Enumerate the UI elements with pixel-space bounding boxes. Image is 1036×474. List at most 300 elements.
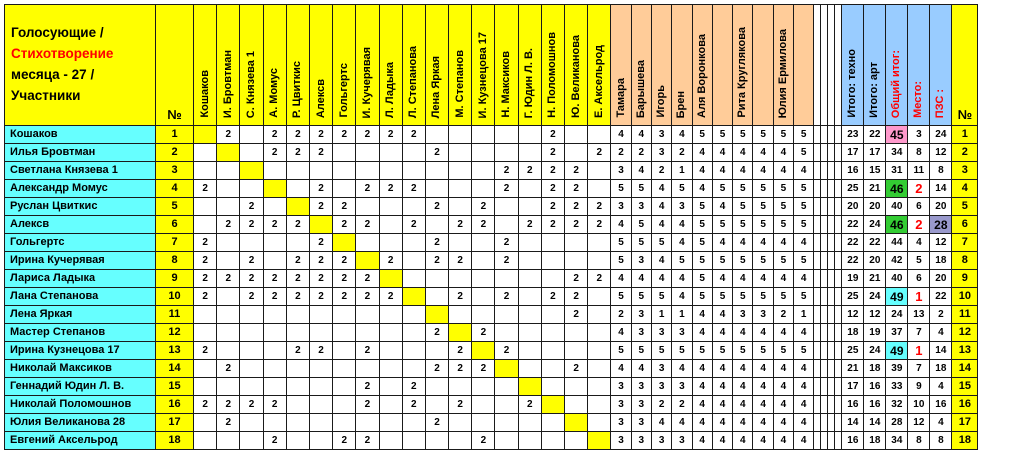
row-number-cell[interactable]: 11: [156, 306, 194, 324]
jury-score-cell[interactable]: 3: [631, 324, 651, 342]
vote-cell[interactable]: 2: [495, 162, 518, 180]
jury-score-cell[interactable]: 5: [753, 180, 773, 198]
vote-cell[interactable]: 2: [286, 216, 309, 234]
vote-cell[interactable]: 2: [217, 216, 240, 234]
vote-cell[interactable]: [356, 162, 379, 180]
jury-score-cell[interactable]: 3: [631, 306, 651, 324]
row-number-right-cell[interactable]: 16: [952, 396, 978, 414]
empty-cell[interactable]: [835, 414, 842, 432]
col-header-participant-14[interactable]: [495, 5, 518, 126]
place-cell[interactable]: 6: [908, 198, 930, 216]
vote-cell[interactable]: [588, 396, 611, 414]
jury-score-cell[interactable]: 4: [794, 324, 814, 342]
art-total-cell[interactable]: 15: [864, 162, 886, 180]
vote-cell[interactable]: 2: [217, 396, 240, 414]
jury-score-cell[interactable]: 4: [692, 144, 712, 162]
overall-total-cell[interactable]: 46: [886, 216, 908, 234]
vote-cell[interactable]: [240, 432, 263, 450]
vote-cell[interactable]: [402, 432, 425, 450]
vote-cell[interactable]: 2: [402, 216, 425, 234]
vote-cell[interactable]: [472, 144, 495, 162]
vote-cell[interactable]: 2: [217, 270, 240, 288]
vote-cell[interactable]: [495, 306, 518, 324]
vote-cell[interactable]: 2: [356, 270, 379, 288]
jury-score-cell[interactable]: 3: [611, 396, 631, 414]
vote-cell[interactable]: [309, 378, 332, 396]
techno-total-cell[interactable]: 22: [842, 234, 864, 252]
vote-cell[interactable]: [495, 378, 518, 396]
vote-cell[interactable]: [449, 378, 472, 396]
empty-cell[interactable]: [835, 360, 842, 378]
techno-total-cell[interactable]: 20: [842, 198, 864, 216]
row-number-cell[interactable]: 8: [156, 252, 194, 270]
participant-name-cell[interactable]: Ирина Кучерявая: [5, 252, 156, 270]
empty-cell[interactable]: [814, 396, 821, 414]
vote-cell[interactable]: 2: [425, 324, 448, 342]
vote-cell[interactable]: 2: [379, 288, 402, 306]
jury-score-cell[interactable]: 4: [733, 270, 753, 288]
empty-cell[interactable]: [828, 378, 835, 396]
jury-score-cell[interactable]: 4: [753, 360, 773, 378]
vote-cell[interactable]: [194, 432, 217, 450]
vote-cell[interactable]: [379, 414, 402, 432]
jury-score-cell[interactable]: 4: [651, 414, 671, 432]
vote-cell[interactable]: 2: [495, 252, 518, 270]
vote-cell[interactable]: [333, 360, 356, 378]
jury-score-cell[interactable]: 5: [672, 252, 692, 270]
jury-score-cell[interactable]: 4: [794, 378, 814, 396]
vote-cell[interactable]: 2: [565, 360, 588, 378]
vote-cell[interactable]: [402, 270, 425, 288]
empty-cell[interactable]: [821, 270, 828, 288]
vote-cell[interactable]: [518, 234, 541, 252]
vote-cell[interactable]: [541, 342, 564, 360]
vote-cell[interactable]: [402, 288, 425, 306]
vote-cell[interactable]: [309, 360, 332, 378]
jury-score-cell[interactable]: 5: [611, 342, 631, 360]
col-header-empty-2[interactable]: [821, 5, 828, 126]
empty-cell[interactable]: [828, 198, 835, 216]
col-header-participant-6[interactable]: [309, 5, 332, 126]
jury-score-cell[interactable]: 5: [794, 216, 814, 234]
vote-cell[interactable]: 2: [263, 216, 286, 234]
empty-cell[interactable]: [828, 252, 835, 270]
art-total-cell[interactable]: 22: [864, 126, 886, 144]
jury-score-cell[interactable]: 5: [631, 342, 651, 360]
jury-score-cell[interactable]: 5: [631, 288, 651, 306]
jury-score-cell[interactable]: 4: [773, 396, 793, 414]
participant-name-cell[interactable]: Евгений Аксельрод: [5, 432, 156, 450]
overall-total-cell[interactable]: 45: [886, 126, 908, 144]
vote-cell[interactable]: [425, 432, 448, 450]
vote-cell[interactable]: [518, 288, 541, 306]
vote-cell[interactable]: [518, 180, 541, 198]
jury-score-cell[interactable]: 5: [692, 270, 712, 288]
col-header-jury-8[interactable]: [753, 5, 773, 126]
vote-cell[interactable]: [217, 144, 240, 162]
jury-score-cell[interactable]: 5: [672, 180, 692, 198]
col-header-jury-1[interactable]: [611, 5, 631, 126]
vote-cell[interactable]: [495, 324, 518, 342]
vote-cell[interactable]: 2: [402, 396, 425, 414]
jury-score-cell[interactable]: 3: [631, 378, 651, 396]
vote-cell[interactable]: [425, 180, 448, 198]
participant-name-cell[interactable]: Светлана Князева 1: [5, 162, 156, 180]
vote-cell[interactable]: 2: [565, 306, 588, 324]
vote-cell[interactable]: 2: [495, 234, 518, 252]
jury-score-cell[interactable]: 5: [672, 342, 692, 360]
vote-cell[interactable]: [263, 198, 286, 216]
vote-cell[interactable]: [240, 360, 263, 378]
jury-score-cell[interactable]: 2: [651, 162, 671, 180]
vote-cell[interactable]: 2: [356, 396, 379, 414]
col-header-place[interactable]: [908, 5, 930, 126]
vote-cell[interactable]: [495, 396, 518, 414]
jury-score-cell[interactable]: 3: [611, 432, 631, 450]
jury-score-cell[interactable]: 5: [692, 342, 712, 360]
jury-score-cell[interactable]: 4: [753, 378, 773, 396]
place-cell[interactable]: 6: [908, 270, 930, 288]
vote-cell[interactable]: [495, 432, 518, 450]
jury-score-cell[interactable]: 4: [773, 414, 793, 432]
jury-score-cell[interactable]: 4: [753, 270, 773, 288]
vote-cell[interactable]: [194, 126, 217, 144]
vote-cell[interactable]: 2: [286, 342, 309, 360]
jury-score-cell[interactable]: 4: [631, 270, 651, 288]
jury-score-cell[interactable]: 5: [794, 252, 814, 270]
vote-cell[interactable]: 2: [402, 378, 425, 396]
col-header-participant-17[interactable]: [565, 5, 588, 126]
place-cell[interactable]: 7: [908, 324, 930, 342]
jury-score-cell[interactable]: 5: [753, 198, 773, 216]
techno-total-cell[interactable]: 18: [842, 324, 864, 342]
vote-cell[interactable]: 2: [449, 216, 472, 234]
vote-cell[interactable]: [263, 162, 286, 180]
vote-cell[interactable]: [565, 378, 588, 396]
jury-score-cell[interactable]: 4: [712, 234, 732, 252]
jury-score-cell[interactable]: 5: [733, 126, 753, 144]
jury-score-cell[interactable]: 5: [712, 252, 732, 270]
row-number-right-cell[interactable]: 6: [952, 216, 978, 234]
empty-cell[interactable]: [835, 432, 842, 450]
vote-cell[interactable]: [379, 432, 402, 450]
jury-score-cell[interactable]: 5: [651, 342, 671, 360]
jury-score-cell[interactable]: 2: [631, 144, 651, 162]
vote-cell[interactable]: [333, 378, 356, 396]
jury-score-cell[interactable]: 4: [733, 324, 753, 342]
col-header-participant-16[interactable]: [541, 5, 564, 126]
vote-cell[interactable]: [379, 378, 402, 396]
col-header-participant-5[interactable]: [286, 5, 309, 126]
vote-cell[interactable]: 2: [449, 252, 472, 270]
vote-cell[interactable]: [240, 306, 263, 324]
place-cell[interactable]: 1: [908, 342, 930, 360]
empty-cell[interactable]: [828, 162, 835, 180]
jury-score-cell[interactable]: 4: [794, 432, 814, 450]
row-number-right-cell[interactable]: 9: [952, 270, 978, 288]
vote-cell[interactable]: 2: [263, 396, 286, 414]
empty-cell[interactable]: [814, 342, 821, 360]
place-cell[interactable]: 8: [908, 432, 930, 450]
vote-cell[interactable]: 2: [194, 396, 217, 414]
vote-cell[interactable]: 2: [309, 144, 332, 162]
jury-score-cell[interactable]: 3: [651, 324, 671, 342]
art-total-cell[interactable]: 16: [864, 396, 886, 414]
vote-cell[interactable]: 2: [379, 180, 402, 198]
vote-cell[interactable]: [379, 342, 402, 360]
jury-score-cell[interactable]: 4: [753, 144, 773, 162]
vote-cell[interactable]: [286, 378, 309, 396]
empty-cell[interactable]: [821, 126, 828, 144]
vote-cell[interactable]: 2: [425, 252, 448, 270]
place-cell[interactable]: 5: [908, 252, 930, 270]
vote-cell[interactable]: [379, 198, 402, 216]
vote-cell[interactable]: [541, 234, 564, 252]
empty-cell[interactable]: [835, 324, 842, 342]
jury-score-cell[interactable]: 4: [672, 126, 692, 144]
row-number-cell[interactable]: 2: [156, 144, 194, 162]
col-header-empty-1[interactable]: [814, 5, 821, 126]
jury-score-cell[interactable]: 4: [692, 414, 712, 432]
jury-score-cell[interactable]: 5: [712, 342, 732, 360]
vote-cell[interactable]: 2: [356, 288, 379, 306]
jury-score-cell[interactable]: 4: [692, 378, 712, 396]
jury-score-cell[interactable]: 5: [794, 198, 814, 216]
art-total-cell[interactable]: 24: [864, 342, 886, 360]
overall-total-cell[interactable]: 46: [886, 180, 908, 198]
vote-cell[interactable]: [495, 126, 518, 144]
vote-cell[interactable]: 2: [588, 270, 611, 288]
vote-cell[interactable]: [449, 234, 472, 252]
vote-cell[interactable]: [356, 324, 379, 342]
vote-cell[interactable]: [449, 144, 472, 162]
vote-cell[interactable]: [263, 324, 286, 342]
art-total-cell[interactable]: 24: [864, 288, 886, 306]
vote-cell[interactable]: [565, 324, 588, 342]
empty-cell[interactable]: [828, 288, 835, 306]
row-number-cell[interactable]: 3: [156, 162, 194, 180]
vote-cell[interactable]: [541, 324, 564, 342]
participant-name-cell[interactable]: Мастер Степанов: [5, 324, 156, 342]
jury-score-cell[interactable]: 5: [753, 126, 773, 144]
col-header-jury-7[interactable]: [733, 5, 753, 126]
vote-cell[interactable]: [379, 306, 402, 324]
jury-score-cell[interactable]: 3: [651, 144, 671, 162]
vote-cell[interactable]: 2: [495, 180, 518, 198]
pzs-cell[interactable]: 14: [930, 342, 952, 360]
vote-cell[interactable]: [286, 432, 309, 450]
techno-total-cell[interactable]: 25: [842, 288, 864, 306]
col-header-jury-9[interactable]: [773, 5, 793, 126]
empty-cell[interactable]: [828, 216, 835, 234]
empty-cell[interactable]: [828, 306, 835, 324]
vote-cell[interactable]: [449, 180, 472, 198]
vote-cell[interactable]: [588, 342, 611, 360]
place-cell[interactable]: 2: [908, 180, 930, 198]
jury-score-cell[interactable]: 4: [611, 324, 631, 342]
jury-score-cell[interactable]: 4: [692, 432, 712, 450]
vote-cell[interactable]: [449, 126, 472, 144]
vote-cell[interactable]: [518, 252, 541, 270]
jury-score-cell[interactable]: 4: [712, 162, 732, 180]
jury-score-cell[interactable]: 1: [672, 306, 692, 324]
vote-cell[interactable]: 2: [333, 288, 356, 306]
empty-cell[interactable]: [814, 360, 821, 378]
empty-cell[interactable]: [828, 360, 835, 378]
jury-score-cell[interactable]: 3: [611, 378, 631, 396]
vote-cell[interactable]: [588, 252, 611, 270]
vote-cell[interactable]: 2: [541, 162, 564, 180]
vote-cell[interactable]: [356, 144, 379, 162]
col-header-participant-8[interactable]: [356, 5, 379, 126]
jury-score-cell[interactable]: 5: [631, 180, 651, 198]
vote-cell[interactable]: 2: [333, 216, 356, 234]
jury-score-cell[interactable]: 5: [733, 216, 753, 234]
vote-cell[interactable]: [472, 396, 495, 414]
empty-cell[interactable]: [828, 180, 835, 198]
vote-cell[interactable]: 2: [425, 198, 448, 216]
jury-score-cell[interactable]: 5: [753, 216, 773, 234]
vote-cell[interactable]: [495, 216, 518, 234]
row-number-right-cell[interactable]: 2: [952, 144, 978, 162]
vote-cell[interactable]: [588, 360, 611, 378]
vote-cell[interactable]: 2: [565, 288, 588, 306]
jury-score-cell[interactable]: 5: [794, 144, 814, 162]
jury-score-cell[interactable]: 5: [712, 216, 732, 234]
place-cell[interactable]: 9: [908, 378, 930, 396]
vote-cell[interactable]: [518, 306, 541, 324]
jury-score-cell[interactable]: 4: [692, 180, 712, 198]
place-cell[interactable]: 13: [908, 306, 930, 324]
jury-score-cell[interactable]: 4: [773, 234, 793, 252]
vote-cell[interactable]: 2: [356, 126, 379, 144]
vote-cell[interactable]: 2: [309, 198, 332, 216]
vote-cell[interactable]: [518, 324, 541, 342]
jury-score-cell[interactable]: 5: [733, 288, 753, 306]
pzs-cell[interactable]: 24: [930, 126, 952, 144]
col-header-participant-2[interactable]: [217, 5, 240, 126]
row-number-right-cell[interactable]: 7: [952, 234, 978, 252]
vote-cell[interactable]: [263, 234, 286, 252]
overall-total-cell[interactable]: 39: [886, 360, 908, 378]
vote-cell[interactable]: [286, 324, 309, 342]
empty-cell[interactable]: [828, 270, 835, 288]
vote-cell[interactable]: [402, 162, 425, 180]
row-number-right-cell[interactable]: 17: [952, 414, 978, 432]
vote-cell[interactable]: 2: [194, 342, 217, 360]
vote-cell[interactable]: [286, 360, 309, 378]
overall-total-cell[interactable]: 34: [886, 144, 908, 162]
techno-total-cell[interactable]: 22: [842, 216, 864, 234]
jury-score-cell[interactable]: 3: [631, 252, 651, 270]
participant-name-cell[interactable]: Руслан Цвиткис: [5, 198, 156, 216]
pzs-cell[interactable]: 4: [930, 324, 952, 342]
art-total-cell[interactable]: 24: [864, 216, 886, 234]
place-cell[interactable]: 12: [908, 414, 930, 432]
vote-cell[interactable]: [425, 270, 448, 288]
vote-cell[interactable]: [263, 180, 286, 198]
techno-total-cell[interactable]: 17: [842, 378, 864, 396]
vote-cell[interactable]: 2: [588, 216, 611, 234]
vote-cell[interactable]: [541, 252, 564, 270]
jury-score-cell[interactable]: 4: [692, 360, 712, 378]
col-header-art[interactable]: [864, 5, 886, 126]
empty-cell[interactable]: [821, 144, 828, 162]
row-number-right-cell[interactable]: 12: [952, 324, 978, 342]
vote-cell[interactable]: 2: [402, 180, 425, 198]
vote-cell[interactable]: [425, 378, 448, 396]
vote-cell[interactable]: [518, 360, 541, 378]
vote-cell[interactable]: [518, 126, 541, 144]
jury-score-cell[interactable]: 4: [733, 432, 753, 450]
vote-cell[interactable]: [356, 252, 379, 270]
jury-score-cell[interactable]: 4: [794, 414, 814, 432]
empty-cell[interactable]: [835, 126, 842, 144]
vote-cell[interactable]: [333, 396, 356, 414]
vote-cell[interactable]: [518, 432, 541, 450]
vote-cell[interactable]: [286, 306, 309, 324]
art-total-cell[interactable]: 17: [864, 144, 886, 162]
vote-cell[interactable]: [495, 144, 518, 162]
row-number-right-cell[interactable]: 15: [952, 378, 978, 396]
jury-score-cell[interactable]: 4: [733, 414, 753, 432]
vote-cell[interactable]: 2: [449, 360, 472, 378]
vote-cell[interactable]: [263, 414, 286, 432]
vote-cell[interactable]: [495, 198, 518, 216]
jury-score-cell[interactable]: 3: [672, 198, 692, 216]
vote-cell[interactable]: [541, 414, 564, 432]
empty-cell[interactable]: [821, 216, 828, 234]
vote-cell[interactable]: [286, 234, 309, 252]
jury-score-cell[interactable]: 5: [611, 234, 631, 252]
vote-cell[interactable]: 2: [472, 324, 495, 342]
vote-cell[interactable]: 2: [194, 180, 217, 198]
vote-cell[interactable]: [425, 288, 448, 306]
pzs-cell[interactable]: 20: [930, 198, 952, 216]
jury-score-cell[interactable]: 4: [733, 144, 753, 162]
vote-cell[interactable]: [217, 180, 240, 198]
vote-cell[interactable]: 2: [425, 360, 448, 378]
pzs-cell[interactable]: 4: [930, 414, 952, 432]
empty-cell[interactable]: [835, 306, 842, 324]
vote-cell[interactable]: 2: [356, 378, 379, 396]
vote-cell[interactable]: 2: [518, 396, 541, 414]
vote-cell[interactable]: 2: [286, 126, 309, 144]
col-header-jury-10[interactable]: [794, 5, 814, 126]
vote-cell[interactable]: [240, 414, 263, 432]
empty-cell[interactable]: [821, 306, 828, 324]
col-header-participant-9[interactable]: [379, 5, 402, 126]
vote-cell[interactable]: 2: [565, 216, 588, 234]
pzs-cell[interactable]: 28: [930, 216, 952, 234]
vote-cell[interactable]: [217, 234, 240, 252]
jury-score-cell[interactable]: 1: [794, 306, 814, 324]
jury-score-cell[interactable]: 5: [692, 198, 712, 216]
jury-score-cell[interactable]: 5: [611, 288, 631, 306]
jury-score-cell[interactable]: 5: [712, 288, 732, 306]
col-header-empty-4[interactable]: [835, 5, 842, 126]
vote-cell[interactable]: [217, 162, 240, 180]
jury-score-cell[interactable]: 2: [611, 144, 631, 162]
jury-score-cell[interactable]: 3: [651, 360, 671, 378]
col-header-jury-5[interactable]: [692, 5, 712, 126]
vote-cell[interactable]: [333, 162, 356, 180]
place-cell[interactable]: 4: [908, 234, 930, 252]
jury-score-cell[interactable]: 5: [611, 180, 631, 198]
row-number-cell[interactable]: 14: [156, 360, 194, 378]
empty-cell[interactable]: [835, 180, 842, 198]
vote-cell[interactable]: [472, 378, 495, 396]
